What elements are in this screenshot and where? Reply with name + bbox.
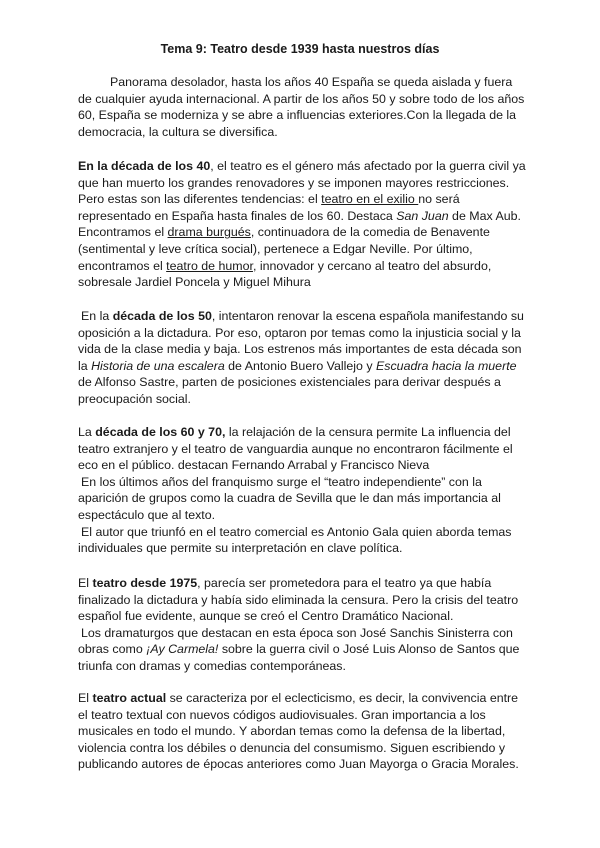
- section-text: La: [78, 425, 96, 439]
- section-50s: [78, 308, 528, 408]
- teatro-exilio-term: teatro en el exilio: [321, 192, 419, 207]
- section-actual: [78, 690, 528, 773]
- section-text: se caracteriza por el eclecticismo, es decir, la convivencia entre el teatro textual con nuevos códigos audiovisuales. Gran importancia a los musicales en todo el mundo. Y abordan temas como la defensa de la libertad, violencia contra los débiles o denuncia del consumismo. Siguen escribiendo y publicando autores de épocas anteriores como Juan Mayorga o Gracia Morales.: [78, 691, 519, 772]
- section-1975-p2: [78, 625, 528, 675]
- section-1975-heading: teatro desde 1975: [92, 576, 198, 590]
- section-60s-p3: El autor que triunfó en el teatro comercial es Antonio Gala quien aborda temas individuales que permite su interpretación en clave política.: [78, 524, 512, 556]
- section-text: sobre la guerra civil o José Luis Alonso de Santos que triunfa con dramas y comedias contemporáneas.: [78, 642, 520, 673]
- work-title: ¡Ay Carmela!: [146, 642, 219, 657]
- section-actual-heading: teatro actual: [92, 691, 167, 705]
- section-40s-heading: En la década de los 40: [78, 159, 211, 173]
- section-text: de Antonio Buero Vallejo y: [224, 358, 377, 373]
- section-text: de Max Aub. Encontramos el: [78, 208, 521, 240]
- section-1975-p1: [78, 575, 528, 625]
- document-title: Tema 9: Teatro desde 1939 hasta nuestros días: [160, 42, 440, 56]
- section-text: , el teatro es el género más afectado por la guerra civil ya que han muerto los grandes renovadores y se imponen mayores restricciones. Pero estas son las diferentes tendencias: el: [78, 159, 526, 207]
- teatro-humor-term: teatro de humor: [166, 258, 253, 273]
- section-text: la relajación de la censura permite La influencia del teatro extranjero y el teatro de vanguardia aunque no encontraron fácilmente el eco en el público. destacan Fernando Arrabal y Francisco Nieva: [78, 425, 513, 473]
- section-text: Los dramaturgos que destacan en esta época son José Sanchis Sinisterra con obras como: [78, 625, 513, 657]
- section-60s-p2: En los últimos años del franquismo surge el “teatro independiente” con la aparición de grupos como la cuadra de Sevilla que le dan más importancia al espectáculo que al texto.: [78, 474, 501, 522]
- section-text: , intentaron renovar la escena española manifestando su oposición a la dictadura. Por eso, optaron por temas como la injusticia social y la vida de la clase media y baja. Los estrenos más importantes de esta década son la: [78, 309, 524, 373]
- section-text: , parecía ser prometedora para el teatro ya que había finalizado la dictadura y había sido eliminada la censura. Pero la crisis del teatro español fue evidente, aunque se creó el Centro Dramático Nacional.: [78, 576, 519, 624]
- section-60s-heading: década de los 60 y 70,: [95, 425, 226, 439]
- section-50s-heading: década de los 50: [112, 309, 212, 323]
- section-text: En la: [81, 309, 113, 323]
- section-1975: [78, 575, 528, 675]
- section-text: , innovador y cercano al teatro del absurdo, sobresale Jardiel Poncela y Miguel Mihura: [78, 258, 492, 290]
- section-40s: [78, 158, 528, 291]
- section-text: , continuadora de la comedia de Benavente (sentimental y leve crítica social), pertenece a Edgar Neville. Por último, encontramos el: [78, 225, 490, 273]
- section-text: El: [78, 691, 93, 705]
- intro-paragraph: Panorama desolador, hasta los años 40 España se queda aislada y fuera de cualquier ayuda internacional. A partir de los años 50 y sobre todo de los años 60, España se moderniza y se abre a influencias exteriores.Con la llegada de la democracia, la cultura se diversifica.: [78, 75, 525, 139]
- section-text: no será representado en España hasta finales de los 60. Destaca: [78, 192, 460, 223]
- section-60s-p1: [78, 424, 528, 474]
- section-60s-70s: [78, 424, 528, 557]
- work-title: San Juan: [396, 208, 449, 223]
- work-title: Historia de una escalera: [91, 358, 225, 373]
- work-title: Escuadra hacia la muerte: [376, 358, 517, 373]
- drama-burgues-term: drama burgués: [167, 225, 251, 240]
- section-text: de Alfonso Sastre, parten de posiciones existenciales para derivar después a preocupación social.: [78, 375, 501, 406]
- section-text: El: [78, 576, 93, 590]
